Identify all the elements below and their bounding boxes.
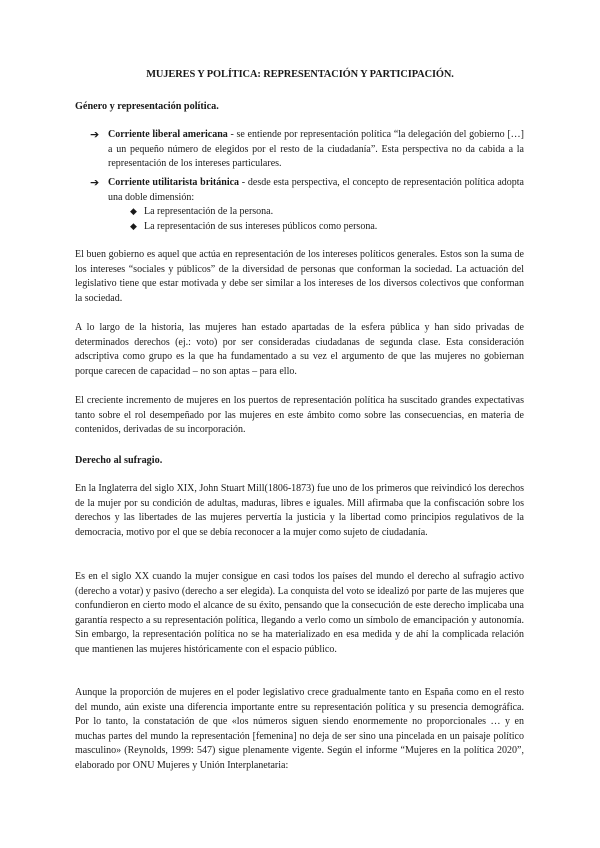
bullet-liberal-text	[108, 128, 524, 172]
arrow-icon: ➔	[90, 176, 100, 189]
bullet-liberal-label: Corriente liberal americana	[108, 129, 228, 140]
subitem-intereses	[130, 220, 524, 235]
bullet-utilitarista-label: Corriente utilitarista británica	[108, 177, 240, 188]
paragraph-proporcion: Aunque la proporción de mujeres en el poder legislativo crece gradualmente tanto en España como en el resto del mundo, aún existe una diferencia importante entre su representación política y su presencia demográfica. Por lo tanto, la constatación de que «los números siguen siendo enormemente no proporcionales … y en muchas partes del mundo la representación [femenina] no deja de ser sino una pincelada en un paisaje político masculino» (Reynolds, 1999: 547) sigue plenamente vigente. Según el informe “Mujeres en la política 2020”, elaborado por ONU Mujeres y Unión Interplanetaria:	[75, 687, 524, 771]
bullet-utilitarista-text	[108, 176, 524, 205]
bullet-utilitarista	[90, 176, 524, 205]
paragraph-historia: A lo largo de la historia, las mujeres han estado apartadas de la esfera pública y han sido privadas de determinados derechos (ej.: voto) por ser consideradas ciudadanas de segunda clase. Esta consideración adscriptiva como grupo es la que ha fundamentado a su vez el argumento de que las mujeres no gobiernan porque carecen de capacidad – no son aptas – para ello.	[75, 322, 524, 377]
section-heading-sufragio: Derecho al sufragio.	[75, 455, 163, 466]
bullet-liberal-body: - se entiende por representación política “la delegación del gobierno […] a un pequeño número de elegidos por el resto de la ciudadanía”. Esta perspectiva no da cabida a la representación de los intereses particulares.	[108, 129, 524, 170]
diamond-icon: ◆	[130, 222, 137, 232]
bullet-liberal	[90, 128, 524, 172]
arrow-icon: ➔	[90, 128, 100, 141]
paragraph-buen-gobierno: El buen gobierno es aquel que actúa en representación de los intereses políticos generales. Estos son la suma de los intereses “sociales y públicos” de la diversidad de personas que conforman la sociedad. La actuación del legislativo tiene que estar motivada y debe ser similar a los intereses de los diversos colectivos que conforman la sociedad.	[75, 249, 524, 304]
subitem-intereses-text: La representación de sus intereses públicos como persona.	[144, 221, 378, 232]
section-heading-genero: Género y representación política.	[75, 101, 219, 112]
paragraph-siglo-xx: Es en el siglo XX cuando la mujer consigue en casi todos los países del mundo el derecho al sufragio activo (derecho a votar) y pasivo (derecho a ser elegida). La conquista del voto se idealizó por parte de las mujeres que confundieron en cierto modo el alcance de su éxito, pensando que la consecución de este derecho implicaba una garantía respecto a su representación política, llegando a verlo como un símbolo de emancipación y autonomía. Sin embargo, la representación política no se ha materializado en esa medida y de ahí la complicada relación que mantienen las mujeres históricamente con el espacio público.	[75, 571, 524, 655]
bullet-utilitarista-body: - desde esta perspectiva, el concepto de representación política adopta una doble dimensión:	[108, 177, 524, 203]
paragraph-incremento: El creciente incremento de mujeres en los puertos de representación política ha suscitado grandes expectativas tanto sobre el rol desempeñado por las mujeres en este ámbito como sobre las consecuencias, en materia de contenidos, derivadas de su incorporación.	[75, 395, 524, 436]
page-title: MUJERES Y POLÍTICA: REPRESENTACIÓN Y PARTICIPACIÓN.	[146, 69, 454, 80]
paragraph-mill: En la Inglaterra del siglo XIX, John Stuart Mill(1806-1873) fue uno de los primeros que reivindicó los derechos de la mujer por su condición de adultas, maduras, libres e iguales. Mill afirmaba que la confiscación sobre los derechos y las libertades de las mujeres pervertía la justicia y la libertad como principios regulativos de la democracia, motivo por el que se debía reconocer a la mujer como sujeto de ciudadanía.	[75, 483, 524, 538]
subitem-persona	[130, 205, 524, 220]
subitem-persona-text: La representación de la persona.	[144, 206, 274, 217]
diamond-icon: ◆	[130, 207, 137, 217]
